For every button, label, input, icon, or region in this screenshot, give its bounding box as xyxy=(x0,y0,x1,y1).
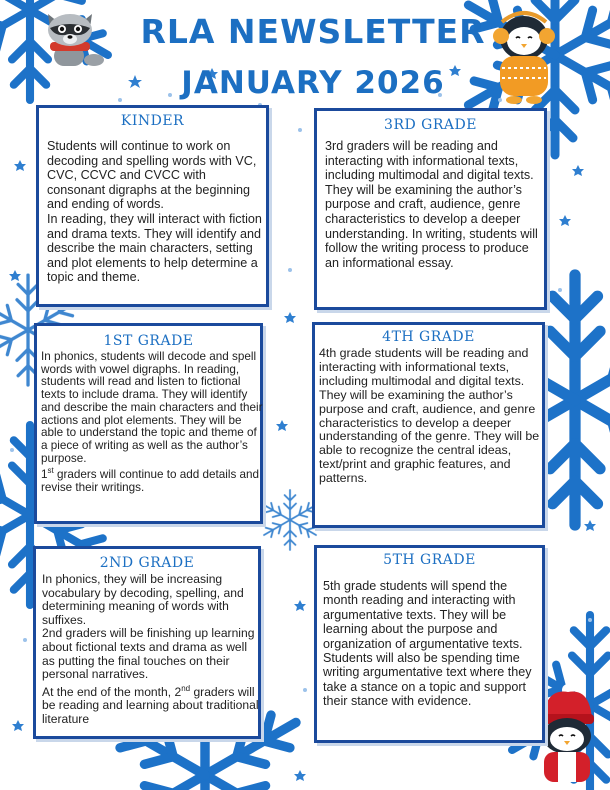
section-body-text: graders will be reading and learning about traditional literature xyxy=(42,684,259,726)
section-heading: 5TH GRADE xyxy=(383,552,476,568)
section-body-text: At the end of the month, 2 xyxy=(42,684,182,699)
section-heading: KINDER xyxy=(120,113,185,129)
section-4th-grade xyxy=(312,322,545,528)
section-body xyxy=(41,351,263,495)
snowflake-icon xyxy=(261,490,319,550)
ordinal-suffix: st xyxy=(47,466,54,476)
section-body-text: In phonics, students will decode and spell words with vowel digraphs. In reading, students will read and listen to fictional texts to include drama. They will identify and describe the main characters and their actions and plot elements. They will be able to understand the topic and theme of a piece of writing as well as the author’s purpose. xyxy=(41,350,263,465)
section-2nd-grade xyxy=(33,546,261,739)
section-body: 3rd graders will be reading and interacting with informational texts, including multimodal and digital texts. They will be examining the author’s purpose and craft, audience, genre characteristics to develop a deeper understanding. In writing, students will follow the writing process to produce an informational essay. xyxy=(325,139,538,270)
section-body-text: graders will continue to add details and revise their writings. xyxy=(41,468,260,494)
section-heading: 1ST GRADE xyxy=(103,333,194,349)
section-heading: 3RD GRADE xyxy=(384,117,477,133)
section-3rd-grade xyxy=(314,108,547,310)
section-body: 4th grade students will be reading and interacting with informational texts, including multimodal and digital texts. They will be examining the author’s purpose and craft, audience, and genre characteristics to develop a deeper understanding of the genre. They will be able to recognize the central ideas, text/print and graphic features, and patterns. xyxy=(319,346,540,486)
section-body: Students will continue to work on decoding and spelling words with VC, CVC, CCVC and CVCC with consonant digraphs at the beginning and ending of words. In reading, they will interact with fiction and drama texts. They will identify and describe the main characters, setting and plot elements to help determine a topic and theme. xyxy=(47,139,262,285)
section-heading: 4TH GRADE xyxy=(382,329,475,345)
section-heading: 2ND GRADE xyxy=(99,555,195,571)
newsletter-title: RLA NEWSLETTER xyxy=(140,12,486,51)
grade-number: 1 xyxy=(41,468,48,482)
section-body: 5th grade students will spend the month reading and interacting with argumentative texts. They will be learning about the purpose and organization of argumentative texts. Students will also be spending time writing argumentative text where they take a stance on a topic and support their stance with evidence. xyxy=(323,579,532,709)
newsletter-date: JANUARY 2026 xyxy=(181,65,445,101)
section-1st-grade xyxy=(34,323,263,524)
section-kinder xyxy=(36,105,269,307)
ordinal-suffix: nd xyxy=(181,683,191,693)
section-body xyxy=(42,573,262,727)
section-body-text: In phonics, they will be increasing vocabulary by decoding, spelling, and determining meaning of words with suffixes. 2nd graders will be finishing up learning about fictional texts and drama as well as putting the final touches on their personal narratives. xyxy=(42,572,255,682)
section-5th-grade xyxy=(314,545,545,743)
